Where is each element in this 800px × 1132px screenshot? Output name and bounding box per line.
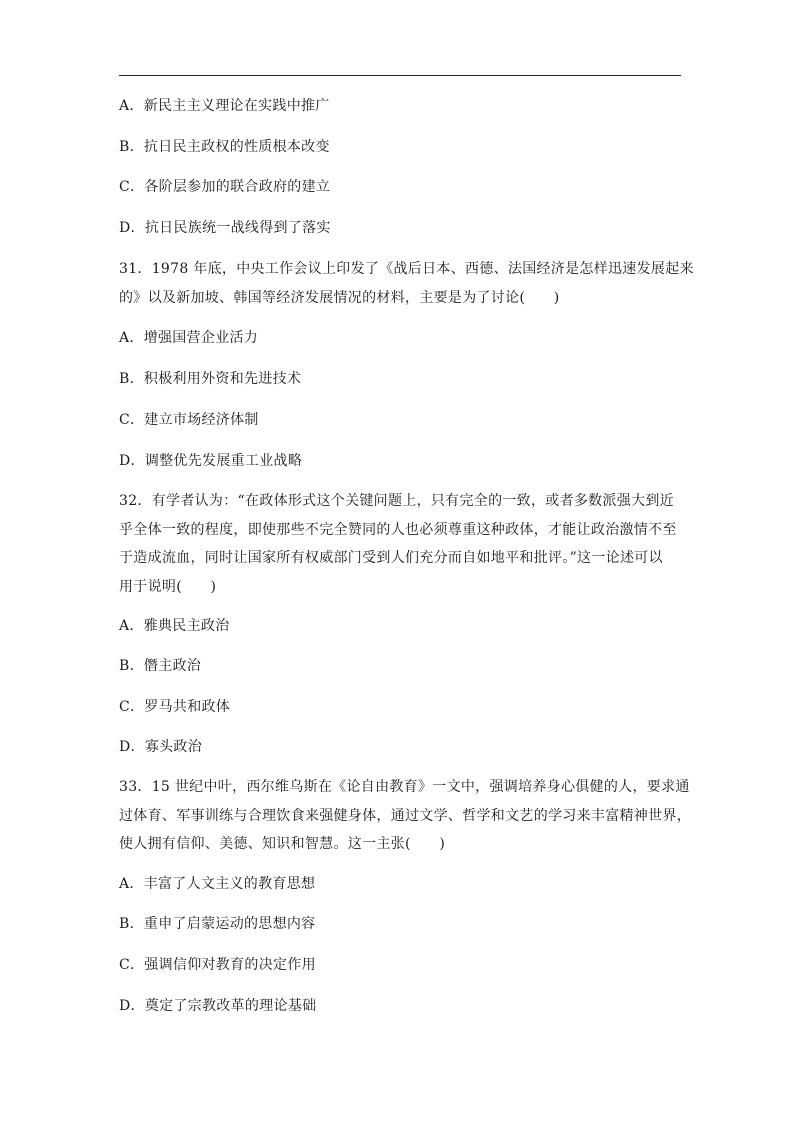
q30-option-b: B．抗日民主政权的性质根本改变 [119, 139, 330, 155]
q33-stem-line-3: 使人拥有信仰、美德、知识和智慧。这一主张( ) [119, 836, 446, 852]
q30-option-d: D．抗日民族统一战线得到了落实 [119, 220, 331, 236]
q32-option-c: C．罗马共和政体 [119, 699, 231, 715]
q30-option-a: A．新民主主义理论在实践中推广 [119, 98, 330, 114]
q31-option-b: B．积极利用外资和先进技术 [119, 371, 302, 387]
q30-option-c: C．各阶层参加的联合政府的建立 [119, 179, 331, 195]
q31-option-c: C．建立市场经济体制 [119, 412, 259, 428]
q32-stem-line-3: 于造成流血，同时让国家所有权威部门受到人们充分而自如地平和批评。”这一论述可以 [119, 550, 663, 566]
q32-stem-line-4: 用于说明( ) [119, 579, 217, 595]
q33-option-b: B．重申了启蒙运动的思想内容 [119, 916, 316, 932]
q32-stem-line-1: 32．有学者认为：“在政体形式这个关键问题上，只有完全的一致，或者多数派强大到近 [119, 493, 674, 509]
q33-option-a: A．丰富了人文主义的教育思想 [119, 876, 316, 892]
header-rule [119, 75, 681, 76]
q31-stem-line-2: 的》以及新加坡、韩国等经济发展情况的材料，主要是为了讨论( ) [119, 290, 560, 306]
q32-option-b: B．僭主政治 [119, 658, 202, 674]
q33-stem-line-2: 过体育、军事训练与合理饮食来强健身体，通过文学、哲学和文艺的学习来丰富精神世界， [119, 808, 691, 824]
q32-option-a: A．雅典民主政治 [119, 618, 230, 634]
q32-stem-line-2: 乎全体一致的程度，即使那些不完全赞同的人也必须尊重这种政体，才能让政治激情不至 [119, 522, 677, 538]
q33-option-c: C．强调信仰对教育的决定作用 [119, 957, 316, 973]
q32-option-d: D．寡头政治 [119, 739, 203, 755]
q33-stem-line-1: 33．15 世纪中叶，西尔维乌斯在《论自由教育》一文中，强调培养身心俱健的人，要求通 [119, 779, 690, 795]
q31-option-d: D．调整优先发展重工业战略 [119, 453, 303, 469]
q31-stem-line-1: 31．1978 年底，中央工作会议上印发了《战后日本、西德、法国经济是怎样迅速发展起来 [119, 261, 694, 277]
q33-option-d: D．奠定了宗教改革的理论基础 [119, 998, 317, 1014]
q31-option-a: A．增强国营企业活力 [119, 330, 259, 346]
